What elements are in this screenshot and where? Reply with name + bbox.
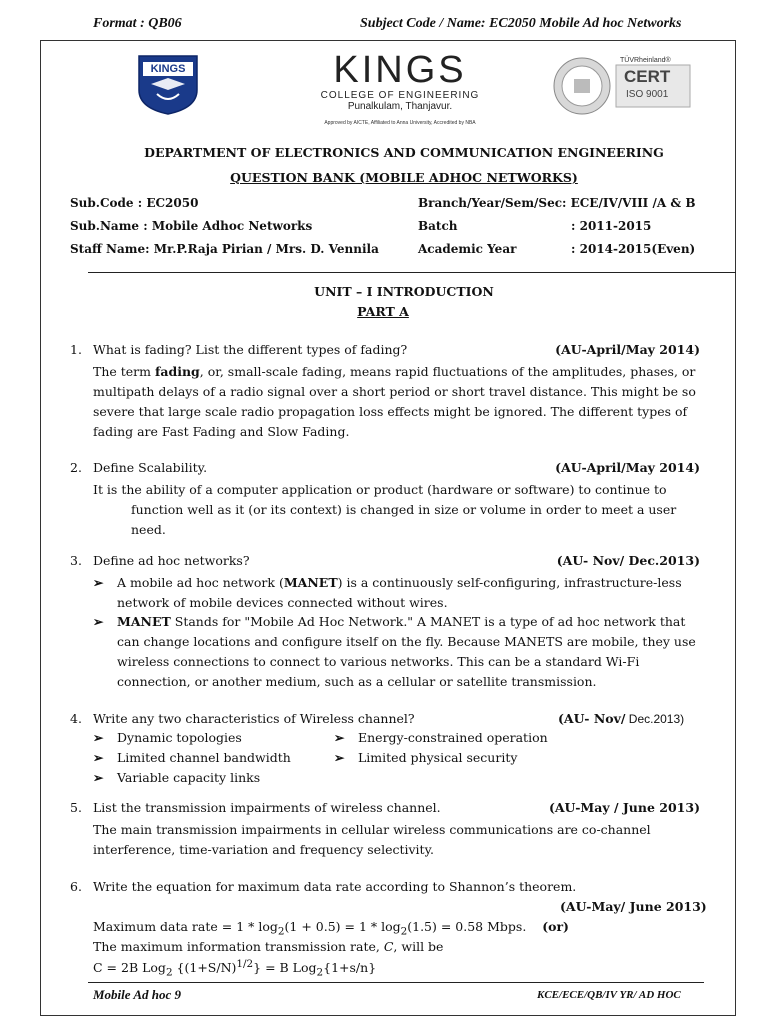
cert-brand: TÜVRheinland® — [620, 57, 671, 64]
question-reference: (AU-April/May 2014) — [555, 342, 700, 357]
sub-code: Sub.Code : EC2050 — [70, 196, 199, 210]
question-text: Define Scalability. — [93, 460, 208, 475]
question-reference: (AU-April/May 2014) — [555, 460, 700, 475]
kings-badge-text: KINGS — [150, 63, 186, 75]
answer-line: fading are Fast Fading and Slow Fading. — [93, 424, 350, 439]
question-bank-title: QUESTION BANK (MOBILE ADHOC NETWORKS) — [230, 170, 578, 185]
answer-2 — [93, 480, 714, 540]
subject-code: Subject Code / Name: EC2050 Mobile Ad hoc Networks — [360, 16, 682, 31]
header-divider — [88, 272, 736, 273]
answer-line: The main transmission impairments in cellular wireless communications are co-channel — [93, 822, 651, 837]
answer-line: interference, time-variation and frequency selectivity. — [93, 842, 434, 857]
question-number: 4. — [70, 711, 82, 726]
answer-line: function well as it (or its context) is changed in size or volume in order to meet a user — [131, 502, 677, 517]
footer-right: KCE/ECE/QB/IV YR/ AD HOC — [537, 989, 681, 1001]
approval-line: Approved by AICTE, Affiliated to Anna University, Accredited by NBA — [324, 120, 476, 126]
college-subtitle: COLLEGE OF ENGINEERING — [320, 90, 480, 101]
unit-title: UNIT – I INTRODUCTION — [314, 284, 494, 299]
kings-badge-logo — [137, 54, 199, 116]
iso-cert-logo — [548, 55, 694, 117]
branch-info: Branch/Year/Sem/Sec: ECE/IV/VIII /A & B — [418, 196, 696, 210]
sub-name: Sub.Name : Mobile Adhoc Networks — [70, 219, 313, 233]
answer-line: multipath delays of a radio signal over a short period or short travel distance. This might be so — [93, 384, 696, 399]
bullet-manet-2: ➢ MANET Stands for "Mobile Ad Hoc Network." A MANET is a type of ad hoc network that can change locations and configure itself on the fly. Because MANETS are mobile, they use wireless connections to connect to various networks. This can be a standard Wi-Fi connection, or another medium, such as a cellular or satellite transmission. — [93, 614, 696, 689]
answer-5 — [93, 820, 714, 860]
college-name: KINGS — [333, 49, 467, 91]
format-code: Format : QB06 — [93, 16, 182, 31]
question-text: Write the equation for maximum data rate according to Shannon’s theorem. — [93, 879, 577, 894]
answer-term-fading: fading — [154, 364, 200, 379]
staff-name: Staff Name: Mr.P.Raja Pirian / Mrs. D. Vennila — [70, 242, 379, 256]
bullet-manet-1: ➢ A mobile ad hoc network (MANET) is a continuously self-configuring, infrastructure-less network of mobile devices connected without wires. — [93, 575, 682, 610]
question-text: What is fading? List the different types of fading? — [93, 342, 408, 357]
arrow-bullet-icon: ➢ — [334, 730, 345, 745]
characteristic-item: ➢ Limited physical security — [334, 750, 518, 765]
equation-intro: The maximum information transmission rate, C, will be — [93, 939, 444, 954]
question-reference: (AU- Nov/ Dec.2013) — [558, 711, 685, 726]
college-logo-text — [270, 50, 530, 128]
answer-line: It is the ability of a computer application or product (hardware or software) to continue to — [93, 482, 667, 497]
question-reference: (AU-May/ June 2013) — [560, 899, 707, 914]
characteristic-item: ➢ Dynamic topologies — [93, 730, 242, 745]
equation-shannon: C = 2B Log$_2$ $\{(1+S/N)^{1/2}\} = B$ Log$_2${1+s/n} — [93, 958, 377, 979]
department-title: DEPARTMENT OF ELECTRONICS AND COMMUNICATION ENGINEERING — [144, 145, 664, 160]
question-text: Define ad hoc networks? — [93, 553, 250, 568]
answer-line: severe that large scale radio propagation loss effects might be ignored. The different types of — [93, 404, 688, 419]
question-reference: (AU- Nov/ Dec.2013) — [556, 553, 700, 568]
footer-left: Mobile Ad hoc 9 — [93, 987, 181, 1002]
characteristic-item: ➢ Energy-constrained operation — [334, 730, 548, 745]
answer-line: need. — [131, 522, 166, 537]
arrow-bullet-icon: ➢ — [334, 750, 345, 765]
cert-iso: ISO 9001 — [626, 89, 669, 100]
answer-1 — [93, 362, 714, 442]
characteristic-item: ➢ Variable capacity links — [93, 770, 261, 785]
academic-year-label: Academic Year — [418, 242, 517, 256]
arrow-bullet-icon: ➢ — [93, 575, 104, 590]
batch-label: Batch — [418, 219, 458, 233]
arrow-bullet-icon: ➢ — [93, 750, 104, 765]
arrow-bullet-icon: ➢ — [93, 730, 104, 745]
question-number: 3. — [70, 553, 82, 568]
question-text: List the transmission impairments of wireless channel. — [93, 800, 441, 815]
question-reference: (AU-May / June 2013) — [548, 800, 700, 815]
question-number: 6. — [70, 879, 82, 894]
part-title: PART A — [357, 304, 409, 319]
batch-value: : 2011-2015 — [571, 219, 652, 233]
arrow-bullet-icon: ➢ — [93, 614, 104, 629]
academic-year-value: : 2014-2015(Even) — [571, 242, 696, 256]
college-location: Punalkulam, Thanjavur. — [347, 101, 453, 112]
question-number: 5. — [70, 800, 82, 815]
characteristic-item: ➢ Limited channel bandwidth — [93, 750, 291, 765]
cert-title: CERT — [624, 67, 671, 86]
answer-line: The term fading, or, small-scale fading, means rapid fluctuations of the amplitudes, phases, or — [93, 364, 696, 379]
equation-max-data-rate: Maximum data rate = $1 * \log_2(1 + 0.5) = 1 * \log_2(1.5) = 0.58$ Mbps. (or) — [93, 919, 569, 938]
arrow-bullet-icon: ➢ — [93, 770, 104, 785]
footer-divider — [88, 982, 704, 983]
question-number: 2. — [70, 460, 82, 475]
question-number: 1. — [70, 342, 82, 357]
question-text: Write any two characteristics of Wireless channel? — [93, 711, 415, 726]
